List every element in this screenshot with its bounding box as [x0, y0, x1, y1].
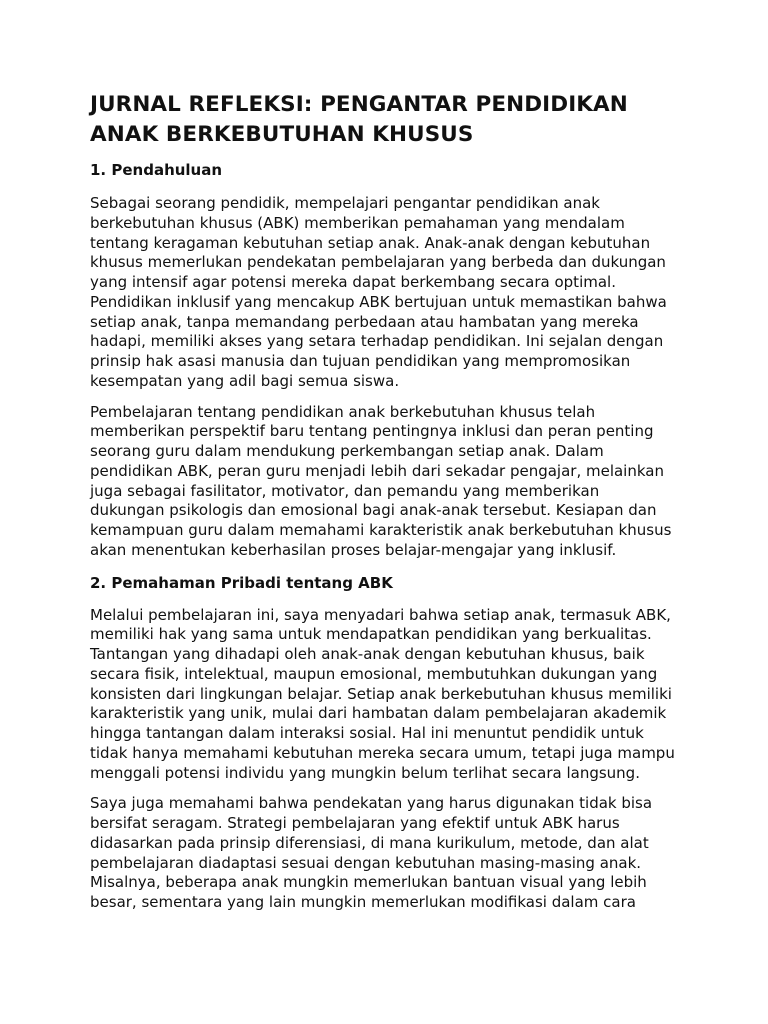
- section-heading-pemahaman-pribadi: 2. Pemahaman Pribadi tentang ABK: [90, 573, 393, 592]
- text-line: berkebutuhan khusus (ABK) memberikan pemahaman yang mendalam: [90, 213, 625, 232]
- paragraph: [90, 194, 680, 392]
- text-line: kesempatan yang adil bagi semua siswa.: [90, 371, 400, 390]
- text-line: prinsip hak asasi manusia dan tujuan pendidikan yang mempromosikan: [90, 352, 631, 370]
- text-line: Misalnya, beberapa anak mungkin memerlukan bantuan visual yang lebih: [90, 873, 647, 892]
- paragraph: [90, 794, 680, 913]
- text-line: akan menentukan keberhasilan proses belajar-mengajar yang inklusif.: [90, 540, 617, 559]
- text-line: menggali potensi individu yang mungkin belum terlihat secara langsung.: [90, 763, 640, 782]
- text-line: Tantangan yang dihadapi oleh anak-anak dengan kebutuhan khusus, baik: [90, 645, 645, 663]
- text-line: tentang keragaman kebutuhan setiap anak. Anak-anak dengan kebutuhan: [90, 233, 651, 252]
- text-line: konsisten dari lingkungan belajar. Setiap anak berkebutuhan khusus memiliki: [90, 684, 672, 703]
- text-line: kemampuan guru dalam memahami karakteristik anak berkebutuhan khusus: [90, 521, 672, 539]
- text-line: bersifat seragam. Strategi pembelajaran yang efektif untuk ABK harus: [90, 814, 620, 832]
- text-line: khusus memerlukan pendekatan pembelajaran yang berbeda dan dukungan: [90, 253, 666, 272]
- text-line: Saya juga memahami bahwa pendekatan yang harus digunakan tidak bisa: [90, 794, 653, 813]
- text-line: besar, sementara yang lain mungkin memerlukan modifikasi dalam cara: [90, 893, 636, 911]
- text-line: Sebagai seorang pendidik, mempelajari pengantar pendidikan anak: [90, 194, 600, 212]
- text-line: tidak hanya memahami kebutuhan mereka secara umum, tetapi juga mampu: [90, 743, 675, 762]
- text-line: secara fisik, intelektual, maupun emosional, membutuhkan dukungan yang: [90, 664, 658, 683]
- section-heading-pendahuluan: 1. Pendahuluan: [90, 161, 223, 179]
- document-page: [90, 90, 680, 913]
- text-line: seorang guru dalam mendukung perkembangan setiap anak. Dalam: [90, 442, 604, 460]
- text-line: Pendidikan inklusif yang mencakup ABK bertujuan untuk memastikan bahwa: [90, 292, 667, 311]
- text-line: hingga tantangan dalam interaksi sosial. Hal ini menuntut pendidik untuk: [90, 724, 644, 742]
- text-line: memberikan perspektif baru tentang pentingnya inklusi dan peran penting: [90, 422, 654, 441]
- text-line: Melalui pembelajaran ini, saya menyadari bahwa setiap anak, termasuk ABK,: [90, 605, 671, 624]
- document-title: [90, 90, 680, 150]
- paragraph: [90, 606, 680, 784]
- text-line: yang intensif agar potensi mereka dapat berkembang secara optimal.: [90, 273, 616, 291]
- text-line: didasarkan pada prinsip diferensiasi, di mana kurikulum, metode, dan alat: [90, 833, 649, 852]
- text-line: hadapi, memiliki akses yang setara terhadap pendidikan. Ini sejalan dengan: [90, 332, 664, 351]
- text-line: pendidikan ABK, peran guru menjadi lebih dari sekadar pengajar, melainkan: [90, 461, 664, 480]
- text-line: memiliki hak yang sama untuk mendapatkan pendidikan yang berkualitas.: [90, 625, 652, 644]
- title-line: ANAK BERKEBUTUHAN KHUSUS: [90, 122, 474, 147]
- text-line: Pembelajaran tentang pendidikan anak berkebutuhan khusus telah: [90, 402, 596, 421]
- text-line: setiap anak, tanpa memandang perbedaan atau hambatan yang mereka: [90, 312, 639, 331]
- text-line: juga sebagai fasilitator, motivator, dan pemandu yang memberikan: [90, 481, 600, 500]
- text-line: dukungan psikologis dan emosional bagi anak-anak tersebut. Kesiapan dan: [90, 501, 657, 520]
- title-line: JURNAL REFLEKSI: PENGANTAR PENDIDIKAN: [90, 92, 628, 117]
- text-line: karakteristik yang unik, mulai dari hambatan dalam pembelajaran akademik: [90, 704, 667, 723]
- paragraph: [90, 403, 680, 561]
- text-line: pembelajaran diadaptasi sesuai dengan kebutuhan masing-masing anak.: [90, 853, 642, 872]
